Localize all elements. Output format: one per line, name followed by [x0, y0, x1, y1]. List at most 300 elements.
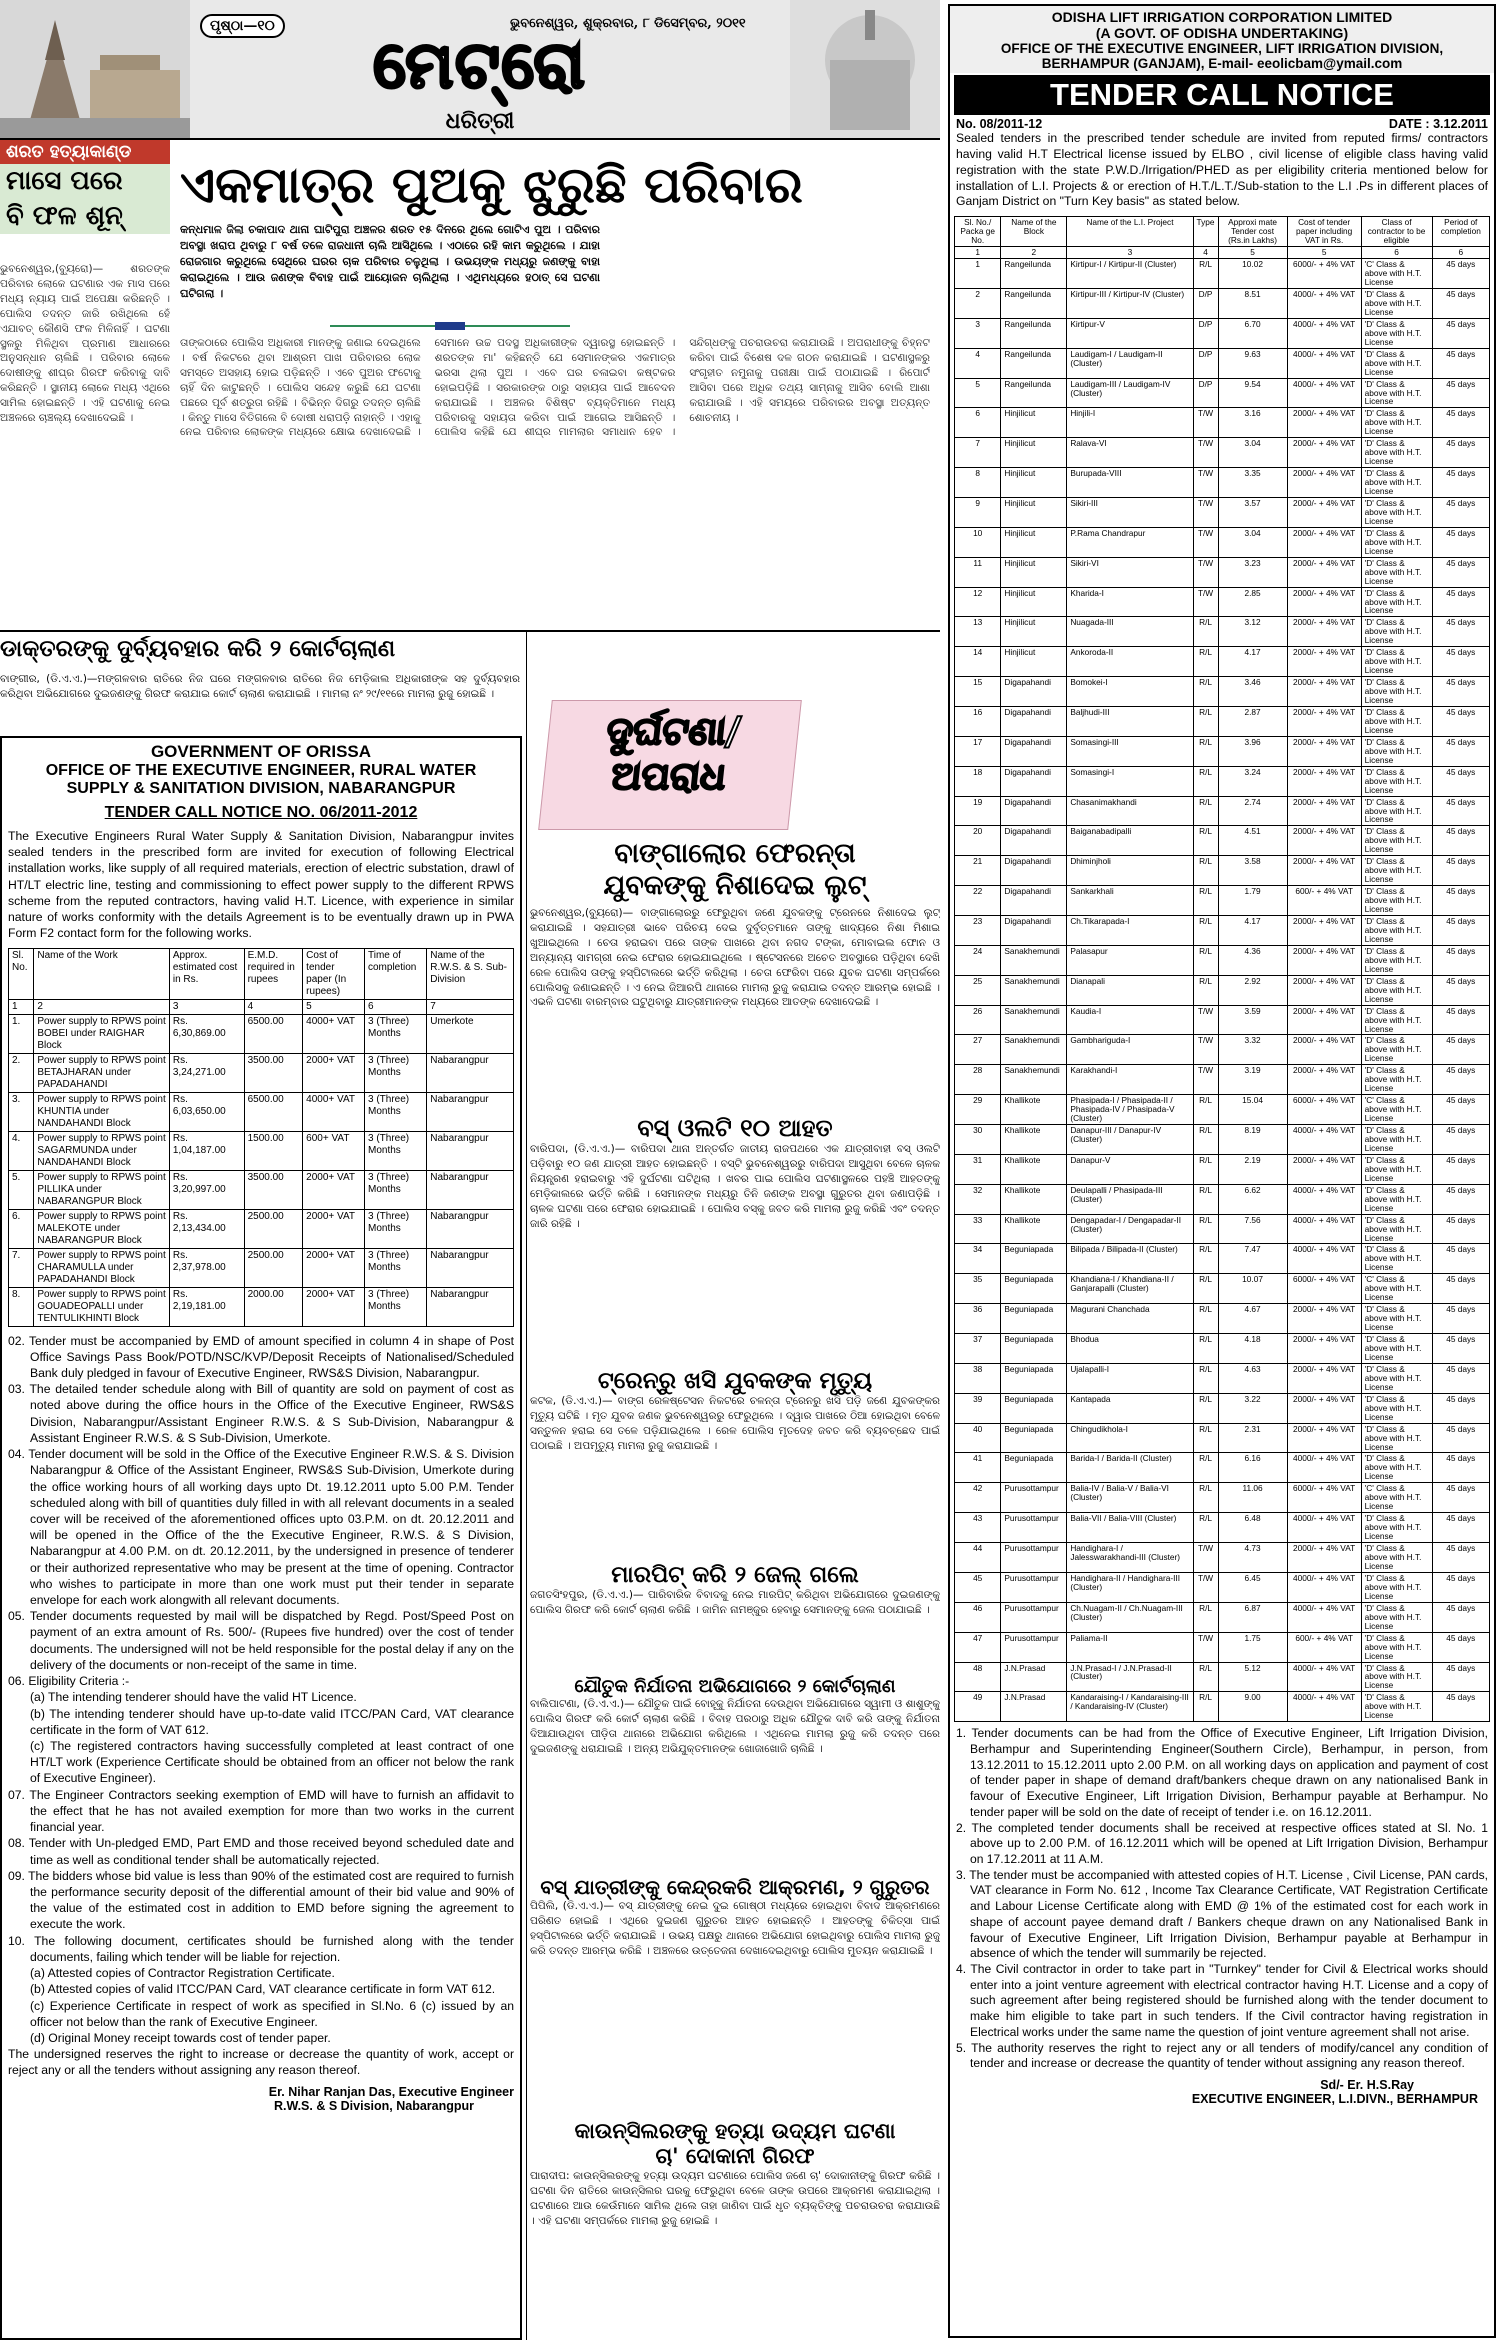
table-cell: 4000/- + 4% VAT	[1287, 1513, 1361, 1543]
table-cell: 'D' Class & above with H.T. License	[1361, 1065, 1432, 1095]
table-cell: 45 days	[1432, 826, 1489, 856]
table-cell: 3 (Three) Months	[364, 1248, 426, 1287]
table-cell: Purusottampur	[1001, 1632, 1067, 1662]
crime-story-4: ଜଗତସିଂହପୁର, (ଡି.ଏ.ଏ.)— ପାରିବାରିକ ବିବାଦକୁ ନେଇ ମାରପିଟ୍ କରିଥିବା ଅଭିଯୋଗରେ ଦୁଇଜଣଙ୍କୁ ପୋଲିସ ଗିରଫ କରି କୋର୍ଟ ଚାଲାଣ କରିଛି । ଜାମିନ ନାମଞ୍ଜୁର ହେବାରୁ ସେମାନଙ୍କୁ ଜେଲ ପଠାଯାଇଛି ।	[530, 1589, 940, 1616]
table-cell: 45 days	[1432, 647, 1489, 677]
table-cell: 4000/- + 4% VAT	[1287, 1692, 1361, 1722]
table-cell: 4000/- + 4% VAT	[1287, 378, 1361, 408]
table-cell: 17	[955, 736, 1001, 766]
crime-column	[530, 838, 940, 2338]
table-row	[955, 1304, 1490, 1334]
table-cell: 45 days	[1432, 1065, 1489, 1095]
table-cell: 6.16	[1218, 1453, 1287, 1483]
table-cell: 'D' Class & above with H.T. License	[1361, 1453, 1432, 1483]
table-cell: R/L	[1193, 1602, 1218, 1632]
table-cell: 4000/- + 4% VAT	[1287, 1662, 1361, 1692]
table-cell: Rs. 1,04,187.00	[169, 1131, 244, 1170]
table-cell: 45 days	[1432, 1244, 1489, 1274]
table-cell: 'D' Class & above with H.T. License	[1361, 826, 1432, 856]
table-cell: 45 days	[1432, 1274, 1489, 1304]
table-cell: 45 days	[1432, 1393, 1489, 1423]
table-row	[955, 1125, 1490, 1155]
table-cell: Power supply to RPWS point BETAJHARAN under PAPADAHANDI	[34, 1053, 170, 1092]
table-row	[955, 408, 1490, 438]
table-cell: Power supply to RPWS point BOBEI under RAIGHAR Block	[34, 1014, 170, 1053]
table-cell: 'D' Class & above with H.T. License	[1361, 1005, 1432, 1035]
table-cell: 14	[955, 647, 1001, 677]
table-cell: 'D' Class & above with H.T. License	[1361, 1572, 1432, 1602]
table-cell: 600/- + 4% VAT	[1287, 886, 1361, 916]
table-cell: Dhiminjholi	[1067, 856, 1193, 886]
table-row	[9, 1053, 514, 1092]
table-cell: 4000/- + 4% VAT	[1287, 288, 1361, 318]
table-cell: 'D' Class & above with H.T. License	[1361, 527, 1432, 557]
table-cell: 19	[955, 796, 1001, 826]
table-cell: 3.	[9, 1092, 34, 1131]
table-cell: Rs. 6,03,650.00	[169, 1092, 244, 1131]
crime-h5: ଯୌତୁକ ନିର୍ଯାତନା ଅଭିଯୋଗରେ ୨ କୋର୍ଟଚାଲାଣ	[574, 1676, 896, 1697]
table-cell: 'D' Class & above with H.T. License	[1361, 348, 1432, 378]
table-row	[955, 438, 1490, 468]
table-cell: 2.87	[1218, 707, 1287, 737]
table-cell: Rangeilunda	[1001, 348, 1067, 378]
table-row	[955, 1453, 1490, 1483]
masthead-title: ମେଟ୍ରୋ	[373, 29, 587, 103]
table-cell: Khallikote	[1001, 1214, 1067, 1244]
table-row	[955, 1423, 1490, 1453]
table-cell: Ch.Nuagam-II / Ch.Nuagam-III (Cluster)	[1067, 1602, 1193, 1632]
table-cell: Rangeilunda	[1001, 318, 1067, 348]
table-cell: 3 (Three) Months	[364, 1131, 426, 1170]
table-cell: Sanakhemundi	[1001, 1035, 1067, 1065]
lift-col-header: Type	[1193, 217, 1218, 247]
table-cell: 3.58	[1218, 856, 1287, 886]
table-cell: 6500.00	[244, 1014, 303, 1053]
table-row	[955, 707, 1490, 737]
table-cell: 45 days	[1432, 1632, 1489, 1662]
table-cell: J.N.Prasad	[1001, 1692, 1067, 1722]
table-row	[955, 1095, 1490, 1125]
temple-illustration	[0, 0, 190, 140]
table-cell: 2000/- + 4% VAT	[1287, 1393, 1361, 1423]
table-cell: 45 days	[1432, 318, 1489, 348]
table-cell: 6.70	[1218, 318, 1287, 348]
crime-story-2: ବାରିପଦା, (ଡି.ଏ.ଏ.)— ବାରିପଦା ଥାନା ଅନ୍ତର୍ଗତ ଜାତୀୟ ରାଜପଥରେ ଏକ ଯାତ୍ରୀବାହୀ ବସ୍ ଓଲଟି ପଡ଼ିବାରୁ ୧୦ ଜଣ ଯାତ୍ରୀ ଆହତ ହୋଇଛନ୍ତି । ବସ୍‌ଟି ଭୁବନେଶ୍ୱରରୁ ବାରିପଦା ଆସୁଥିବା ବେଳେ ଚାଳକ ନିୟନ୍ତ୍ରଣ ହରାଇବାରୁ ଏହି ଦୁର୍ଘଟଣା ଘଟିଥିଲା । ଖବର ପାଇ ପୋଲିସ ଘଟଣାସ୍ଥଳରେ ପହଞ୍ଚି ଆହତଙ୍କୁ ମେଡ଼ିକାଲରେ ଭର୍ତ୍ତି କରିଛି । ସେମାନଙ୍କ ମଧ୍ୟରୁ ତିନି ଜଣଙ୍କ ଅବସ୍ଥା ଗୁରୁତର ଥିବା ଜଣାପଡ଼ିଛି । ଚାଳକ ଘଟଣା ପରେ ଫେରାର ହୋଇଯାଇଛି । ପୋଲିସ ବସ୍‌କୁ ଜବତ କରି ମାମଲା ରୁଜୁ କରିଛି ଏବଂ ତଦନ୍ତ ଜାରି ରହିଛି ।	[530, 1143, 940, 1230]
tender-clause: (c) The registered contractors having successfully completed at least contract of one HT/LT work (Experience Certificate should be obtained from an officer not below the rank of Executive Engineer).	[30, 1739, 514, 1786]
table-cell: 'D' Class & above with H.T. License	[1361, 617, 1432, 647]
table-cell: 4.51	[1218, 826, 1287, 856]
table-cell: Kirtipur-I / Kirtipur-II (Cluster)	[1067, 259, 1193, 289]
table-cell: 'D' Class & above with H.T. License	[1361, 1334, 1432, 1364]
table-cell: 'D' Class & above with H.T. License	[1361, 1692, 1432, 1722]
side-story-header	[0, 140, 170, 258]
crime-section-label	[538, 700, 802, 830]
table-cell: Khallikote	[1001, 1095, 1067, 1125]
table-cell: 45 days	[1432, 916, 1489, 946]
table-cell: 'D' Class & above with H.T. License	[1361, 1304, 1432, 1334]
table-cell: 5.	[9, 1170, 34, 1209]
lift-works-table	[954, 216, 1490, 1722]
table-cell: 'D' Class & above with H.T. License	[1361, 886, 1432, 916]
table-row	[955, 288, 1490, 318]
table-cell: T/W	[1193, 557, 1218, 587]
table-cell: R/L	[1193, 1244, 1218, 1274]
table-cell: 45 days	[1432, 1692, 1489, 1722]
tender-note: 2. The completed tender documents shall be received at respective offices stated at Sl. No. 1 above up to 2.00 P.M. of 16.12.2011 which will be opened at Lift Irrigation Division, Berhampur on 17.12.2011 at 11 A.M.	[956, 1820, 1488, 1866]
tender-clause: 02. Tender must be accompanied by EMD of amount specified in column 4 in shape of Post Office Savings Pass Book/POTD/NSC/KVP/Deposit Receipts of Nationalised/Scheduled Bank duly pledged in favour of Executive Engineer, RWS&S Division, Nabarangpur.	[8, 1333, 514, 1380]
rwss-col-index: 4	[244, 999, 303, 1014]
table-cell: R/L	[1193, 1423, 1218, 1453]
table-cell: 2000/- + 4% VAT	[1287, 497, 1361, 527]
lift-col-index: 3	[1067, 247, 1193, 259]
table-cell: 2000/- + 4% VAT	[1287, 468, 1361, 498]
table-cell: 43	[955, 1513, 1001, 1543]
table-cell: 45 days	[1432, 1513, 1489, 1543]
table-cell: Hinjilicut	[1001, 468, 1067, 498]
table-cell: 3.19	[1218, 1065, 1287, 1095]
table-cell: 44	[955, 1543, 1001, 1573]
table-cell: D/P	[1193, 288, 1218, 318]
table-cell: Hinjilicut	[1001, 557, 1067, 587]
table-row	[955, 1662, 1490, 1692]
table-cell: 3 (Three) Months	[364, 1014, 426, 1053]
table-cell: Chasanimakhandi	[1067, 796, 1193, 826]
table-cell: 4000+ VAT	[303, 1092, 365, 1131]
table-cell: Somasingi-III	[1067, 736, 1193, 766]
table-cell: 4.	[9, 1131, 34, 1170]
table-cell: 45 days	[1432, 1334, 1489, 1364]
rwss-works-table	[8, 948, 514, 1327]
rwss-col-header: Name of the R.W.S. & S. Sub-Division	[427, 948, 514, 999]
table-cell: 45 days	[1432, 1363, 1489, 1393]
table-cell: Purusottampur	[1001, 1572, 1067, 1602]
side-story-headline-2: ବି ଫଳ ଶୂନ୍‌	[0, 199, 170, 234]
table-cell: Kirtipur-III / Kirtipur-IV (Cluster)	[1067, 288, 1193, 318]
rwss-intro: The Executive Engineers Rural Water Supply & Sanitation Division, Nabarangpur invites sealed tenders in the prescribed form are invited for execution of following Electrical installation works, like supply of all required materials, erection of electric substation, drawl of HT/LT electric line, testing and commissioning to effect power supply to the different RPWS scheme from the reputed contractors, having valid H.T. Licence, with experience in similar nature of works conformity with the details Agreement is to be eventually drawn up in PWA Form F2 contact form for the following works.	[8, 829, 514, 941]
table-cell: 45 days	[1432, 1453, 1489, 1483]
table-cell: R/L	[1193, 647, 1218, 677]
table-cell: 'D' Class & above with H.T. License	[1361, 1035, 1432, 1065]
table-cell: 4000/- + 4% VAT	[1287, 1244, 1361, 1274]
table-cell: Baljhudi-III	[1067, 707, 1193, 737]
table-cell: 'D' Class & above with H.T. License	[1361, 318, 1432, 348]
table-cell: 'C' Class & above with H.T. License	[1361, 1095, 1432, 1125]
table-cell: Khallikote	[1001, 1184, 1067, 1214]
table-row	[955, 259, 1490, 289]
table-cell: 9.00	[1218, 1692, 1287, 1722]
table-row	[955, 617, 1490, 647]
table-cell: Danapur-III / Danapur-IV (Cluster)	[1067, 1125, 1193, 1155]
table-cell: 600+ VAT	[303, 1131, 365, 1170]
table-cell: 45 days	[1432, 1543, 1489, 1573]
tender-note: 4. The Civil contractor in order to take part in "Turnkey" tender for Civil & Electrical works should enter into a joint venture agreement with electrical contractor having H.T. License and a copy of such agreement after being registered should be furnished along with the tender document to make him eligible to take part in such tenders. If the Civil contractor having registration in Electrical works under the same name the question of joint venture agreement shall not arise.	[956, 1962, 1488, 2039]
table-cell: 2000/- + 4% VAT	[1287, 1304, 1361, 1334]
rwss-col-header: E.M.D. required in rupees	[244, 948, 303, 999]
table-cell: 'C' Class & above with H.T. License	[1361, 259, 1432, 289]
lift-tender-line1: ODISHA LIFT IRRIGATION CORPORATION LIMITED	[1051, 9, 1393, 25]
table-cell: 1.79	[1218, 886, 1287, 916]
tender-clause: 05. Tender documents requested by mail will be dispatched by Regd. Post/Speed Post on payment of an extra amount of Rs. 500/- (Rupees five hundred) over the cost of tender documents. The undersigned will not be held responsible for the postal delay if any on the delivery of the documents or non-receipt of the same in time.	[8, 1609, 514, 1672]
table-cell: Handighara-II / Handighara-III (Cluster)	[1067, 1572, 1193, 1602]
table-cell: Power supply to RPWS point GOUADEOPALLI under TENTULIKHINTI Block	[34, 1287, 170, 1326]
table-cell: Beguniapada	[1001, 1363, 1067, 1393]
table-cell: Balia-IV / Balia-V / Balia-VI (Cluster)	[1067, 1483, 1193, 1513]
table-cell: 13	[955, 617, 1001, 647]
table-cell: T/W	[1193, 1572, 1218, 1602]
table-cell: 7.	[9, 1248, 34, 1287]
table-cell: 45 days	[1432, 468, 1489, 498]
table-cell: Rs. 2,19,181.00	[169, 1287, 244, 1326]
table-cell: Sanakhemundi	[1001, 945, 1067, 975]
table-cell: Power supply to RPWS point SAGARMUNDA under NANDAHANDI Block	[34, 1131, 170, 1170]
tender-clause: 09. The bidders whose bid value is less than 90% of the estimated cost are required to furnish the performance security deposit of the differential amount of their bid value and 90% of the value of the estimated cost in addition to EMD before signing the agreement to execute the work.	[8, 1868, 514, 1932]
table-row	[955, 1692, 1490, 1722]
table-cell: 16	[955, 707, 1001, 737]
table-cell: 6000/- + 4% VAT	[1287, 1274, 1361, 1304]
table-row	[9, 1014, 514, 1053]
table-row	[955, 1632, 1490, 1662]
table-cell: Rs. 3,20,997.00	[169, 1170, 244, 1209]
table-cell: Purusottampur	[1001, 1543, 1067, 1573]
lift-col-header: Class of contractor to be eligible	[1361, 217, 1432, 247]
lead-intro: କନ୍ଧମାଳ ଜିଲା ଚକାପାଦ ଥାନା ଘାଟିପୁରା ଅଞ୍ଚଳର ଶରତ ୧୫ ଦିନରେ ଥିଲେ ଗୋଟିଏ ପୁଅ । ପରିବାର ଅବସ୍ଥା ଖରାପ ଥିବାରୁ ୮ ବର୍ଷ ତଳେ ରାଜଧାନୀ ଚାଲି ଆସିଥିଲେ । ଏଠାରେ ରହି କାମ କରୁଥିଲେ । ଯାହା ରୋଜଗାର କରୁଥିଲେ ସେଥିରେ ଘରର ଚାକ ପରିବାର ଚଳୁଥିଲା । ଉଭୟଙ୍କ ମଧ୍ୟରୁ ଜଣଙ୍କୁ ବାହା କରାଇଥିଲେ । ଆଉ ଜଣଙ୍କ ବିବାହ ପାଇଁ ଆୟୋଜନ ଚାଲିଥିଲା । ଏଥିମଧ୍ୟରେ ହଠାତ୍ ସେ ଘଟଣା ଘଟିଗଲା ।	[180, 223, 600, 300]
table-cell: 2000/- + 4% VAT	[1287, 975, 1361, 1005]
table-cell: Power supply to RPWS point CHARAMULLA under PAPADAHANDI Block	[34, 1248, 170, 1287]
table-cell: 45 days	[1432, 1095, 1489, 1125]
table-cell: 4	[955, 348, 1001, 378]
table-cell: Barida-I / Barida-II (Cluster)	[1067, 1453, 1193, 1483]
rwss-signature-2: R.W.S. & S Division, Nabarangpur	[273, 2098, 474, 2113]
table-row	[9, 1209, 514, 1248]
table-cell: 46	[955, 1602, 1001, 1632]
table-cell: 1	[955, 259, 1001, 289]
table-cell: 4000/- + 4% VAT	[1287, 348, 1361, 378]
table-cell: 45 days	[1432, 527, 1489, 557]
table-cell: 2000/- + 4% VAT	[1287, 677, 1361, 707]
tender-clause: (d) Original Money receipt towards cost of tender paper.	[30, 2030, 331, 2045]
table-cell: 2000.00	[244, 1287, 303, 1326]
lift-col-index: 5	[1218, 247, 1287, 259]
table-row	[955, 1244, 1490, 1274]
table-cell: 6.48	[1218, 1513, 1287, 1543]
table-cell: 3.23	[1218, 557, 1287, 587]
table-cell: 2000+ VAT	[303, 1053, 365, 1092]
table-cell: Paliama-II	[1067, 1632, 1193, 1662]
table-cell: Sikiri-VI	[1067, 557, 1193, 587]
table-cell: R/L	[1193, 1304, 1218, 1334]
table-cell: 10.02	[1218, 259, 1287, 289]
table-cell: Sanakhemundi	[1001, 1005, 1067, 1035]
table-cell: 2000/- + 4% VAT	[1287, 617, 1361, 647]
table-cell: 3.24	[1218, 766, 1287, 796]
crime-label-1: ଦୁର୍ଘଟଣା/	[604, 709, 743, 753]
table-cell: Hinjilicut	[1001, 587, 1067, 617]
table-cell: 3.32	[1218, 1035, 1287, 1065]
table-cell: R/L	[1193, 1453, 1218, 1483]
table-cell: Bomokei-I	[1067, 677, 1193, 707]
table-cell: Hinjilicut	[1001, 438, 1067, 468]
table-cell: J.N.Prasad	[1001, 1662, 1067, 1692]
table-row	[955, 318, 1490, 348]
table-cell: Sanakhemundi	[1001, 1065, 1067, 1095]
table-cell: 2.31	[1218, 1423, 1287, 1453]
table-cell: 3 (Three) Months	[364, 1092, 426, 1131]
table-cell: R/L	[1193, 826, 1218, 856]
table-row	[955, 1483, 1490, 1513]
lift-col-index: 5	[1287, 247, 1361, 259]
lift-irrigation-tender	[948, 4, 1496, 2338]
crime-h2: ବସ୍ ଓଲଟି ୧୦ ଆହତ	[637, 1114, 833, 1142]
table-cell: 'D' Class & above with H.T. License	[1361, 378, 1432, 408]
table-row	[955, 1274, 1490, 1304]
table-cell: 6	[955, 408, 1001, 438]
table-cell: 'D' Class & above with H.T. License	[1361, 587, 1432, 617]
table-cell: 4000/- + 4% VAT	[1287, 318, 1361, 348]
table-cell: 6.	[9, 1209, 34, 1248]
table-cell: 'C' Class & above with H.T. License	[1361, 1274, 1432, 1304]
table-cell: T/W	[1193, 408, 1218, 438]
table-cell: 45 days	[1432, 1304, 1489, 1334]
table-cell: 3.04	[1218, 438, 1287, 468]
rwss-tender-line1: GOVERNMENT OF ORISSA	[150, 742, 372, 761]
rwss-clauses	[8, 1333, 514, 2079]
table-cell: 45 days	[1432, 288, 1489, 318]
side-story-kicker: ଶରତ ହତ୍ୟାକାଣ୍ଡ	[0, 140, 170, 164]
table-cell: 3500.00	[244, 1053, 303, 1092]
table-cell: Khandiana-I / Khandiana-II / Ganjarapalli (Cluster)	[1067, 1274, 1193, 1304]
rwss-col-index: 1	[9, 999, 34, 1014]
rwss-col-header: Name of the Work	[34, 948, 170, 999]
table-cell: 6000/- + 4% VAT	[1287, 1483, 1361, 1513]
table-cell: Hinjilicut	[1001, 647, 1067, 677]
table-cell: Dengapadar-I / Dengapadar-II (Cluster)	[1067, 1214, 1193, 1244]
table-cell: R/L	[1193, 1393, 1218, 1423]
table-cell: Digapahandi	[1001, 796, 1067, 826]
table-cell: Hinjilicut	[1001, 527, 1067, 557]
table-cell: Dianapali	[1067, 975, 1193, 1005]
side-story-headline-1: ମାସେ ପରେ	[0, 164, 170, 199]
table-cell: Kantapada	[1067, 1393, 1193, 1423]
table-row	[955, 1363, 1490, 1393]
table-cell: 29	[955, 1095, 1001, 1125]
crime-h7: କାଉନ୍‌ସିଲରଙ୍କୁ ହତ୍ୟା ଉଦ୍ୟମ ଘଟଣା	[574, 2119, 896, 2143]
table-cell: 27	[955, 1035, 1001, 1065]
tender-clause: 06. Eligibility Criteria :-	[8, 1674, 130, 1689]
table-cell: 3.59	[1218, 1005, 1287, 1035]
table-cell: 2000/- + 4% VAT	[1287, 766, 1361, 796]
table-cell: T/W	[1193, 1065, 1218, 1095]
rwss-signature-1: Er. Nihar Ranjan Das, Executive Engineer	[268, 2084, 514, 2099]
lift-notes	[950, 1722, 1494, 2072]
lift-col-index: 1	[955, 247, 1001, 259]
table-cell: 45 days	[1432, 945, 1489, 975]
rwss-col-index: 2	[34, 999, 170, 1014]
table-cell: Bhodua	[1067, 1334, 1193, 1364]
table-row	[955, 1005, 1490, 1035]
lift-tender-line4: BERHAMPUR (GANJAM), E-mail- eeolicbam@ymail.com	[1041, 56, 1403, 71]
table-row	[955, 587, 1490, 617]
lift-col-index: 4	[1193, 247, 1218, 259]
tender-clause: The undersigned reserves the right to increase or decrease the quantity of work, accept or reject any or all the tenders without assigning any reason thereof.	[8, 2047, 514, 2078]
lift-col-header: Cost of tender paper including VAT in Rs.	[1287, 217, 1361, 247]
table-cell: 45 days	[1432, 1483, 1489, 1513]
table-cell: 2.	[9, 1053, 34, 1092]
table-cell: Chingudikhola-I	[1067, 1423, 1193, 1453]
rwss-col-header: Approx. estimated cost in Rs.	[169, 948, 244, 999]
table-cell: 33	[955, 1214, 1001, 1244]
table-cell: 4.73	[1218, 1543, 1287, 1573]
table-cell: T/W	[1193, 1035, 1218, 1065]
table-cell: 2000/- + 4% VAT	[1287, 1363, 1361, 1393]
table-cell: 2000/- + 4% VAT	[1287, 587, 1361, 617]
table-cell: 4.17	[1218, 916, 1287, 946]
table-cell: 2.85	[1218, 587, 1287, 617]
rwss-col-header: Cost of tender paper (In rupees)	[303, 948, 365, 999]
table-cell: 45 days	[1432, 1572, 1489, 1602]
table-cell: 39	[955, 1393, 1001, 1423]
table-cell: Kharida-I	[1067, 587, 1193, 617]
table-cell: 26	[955, 1005, 1001, 1035]
table-cell: 36	[955, 1304, 1001, 1334]
table-row	[955, 766, 1490, 796]
table-cell: 2000/- + 4% VAT	[1287, 1005, 1361, 1035]
table-cell: 'D' Class & above with H.T. License	[1361, 1662, 1432, 1692]
table-cell: Khallikote	[1001, 1125, 1067, 1155]
table-row	[955, 677, 1490, 707]
table-cell: 4.36	[1218, 945, 1287, 975]
table-cell: R/L	[1193, 886, 1218, 916]
table-cell: T/W	[1193, 497, 1218, 527]
table-cell: 3500.00	[244, 1170, 303, 1209]
table-cell: R/L	[1193, 945, 1218, 975]
table-cell: 32	[955, 1184, 1001, 1214]
rwss-notice-number: TENDER CALL NOTICE NO. 06/2011-2012	[104, 804, 418, 821]
table-cell: T/W	[1193, 1632, 1218, 1662]
table-cell: Rs. 6,30,869.00	[169, 1014, 244, 1053]
table-row	[955, 975, 1490, 1005]
table-cell: 4000/- + 4% VAT	[1287, 1602, 1361, 1632]
masthead-subtitle: ଧରିତ୍ରୀ	[445, 108, 515, 134]
table-cell: Beguniapada	[1001, 1304, 1067, 1334]
rwss-col-header: Sl. No.	[9, 948, 34, 999]
table-cell: Digapahandi	[1001, 826, 1067, 856]
table-cell: 45 days	[1432, 796, 1489, 826]
table-cell: 'D' Class & above with H.T. License	[1361, 856, 1432, 886]
table-cell: Beguniapada	[1001, 1393, 1067, 1423]
table-cell: Palasapur	[1067, 945, 1193, 975]
table-cell: Sikiri-III	[1067, 497, 1193, 527]
table-cell: Beguniapada	[1001, 1334, 1067, 1364]
table-cell: Rs. 2,13,434.00	[169, 1209, 244, 1248]
table-cell: Burupada-VIII	[1067, 468, 1193, 498]
table-row	[955, 1065, 1490, 1095]
lead-rule	[330, 322, 570, 330]
table-cell: 'D' Class & above with H.T. License	[1361, 1423, 1432, 1453]
table-cell: Bilipada / Bilipada-II (Cluster)	[1067, 1244, 1193, 1274]
table-cell: Umerkote	[427, 1014, 514, 1053]
table-cell: 45 days	[1432, 1035, 1489, 1065]
table-row	[955, 468, 1490, 498]
table-cell: R/L	[1193, 736, 1218, 766]
table-cell: 7	[955, 438, 1001, 468]
table-cell: 4.63	[1218, 1363, 1287, 1393]
table-row	[955, 378, 1490, 408]
lift-col-header: Name of the Block	[1001, 217, 1067, 247]
table-cell: 2000/- + 4% VAT	[1287, 1423, 1361, 1453]
table-row	[955, 1214, 1490, 1244]
table-cell: 'D' Class & above with H.T. License	[1361, 497, 1432, 527]
table-cell: 3.04	[1218, 527, 1287, 557]
